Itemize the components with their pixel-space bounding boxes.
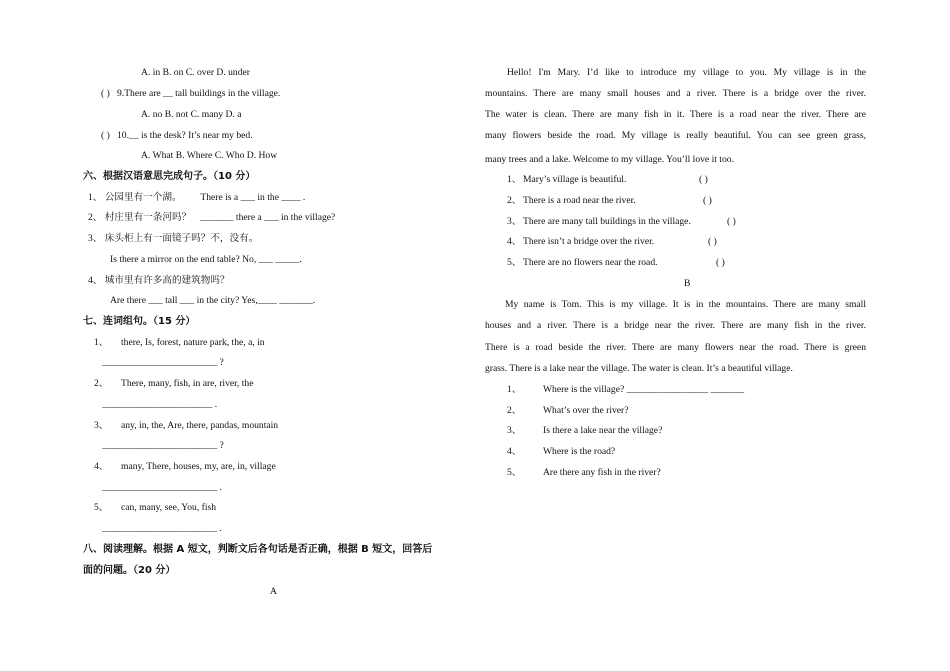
- q10-options: A. What B. Where C. Who D. How: [141, 150, 278, 161]
- question-5-text: Are there any fish in the river?: [543, 467, 661, 478]
- s6-item-cn: 城市里有许多高的建筑物吗？: [104, 275, 230, 286]
- s7-item-4-num: 4、: [94, 461, 109, 472]
- q10-paren[interactable]: ( ): [101, 130, 110, 141]
- s7-item-4-words: many, There, houses, my, are, in, village: [121, 461, 276, 472]
- q9-paren[interactable]: ( ): [101, 88, 110, 99]
- judgment-2-text: There is a road near the river.: [523, 195, 636, 206]
- s7-item-3-num: 3、: [94, 420, 109, 431]
- s7-item-2-answer[interactable]: _______________________ .: [102, 399, 218, 410]
- s6-item-num: 2、: [88, 212, 103, 223]
- section7-title: 七、连词组句。（15 分）: [83, 316, 196, 327]
- s6-item-4-en[interactable]: Are there ___ tall ___ in the city? Yes,____ _______.: [110, 295, 316, 306]
- passage-b-line: houses and a river. There is a bridge near the river. There are many fish in the river.: [485, 320, 866, 331]
- judgment-4-text: There isn’t a bridge over the river.: [523, 236, 655, 247]
- s7-item-5-words: can, many, see, You, fish: [121, 502, 217, 513]
- s7-item-5-answer[interactable]: ________________________ .: [102, 523, 222, 534]
- question-3-text: Is there a lake near the village?: [543, 425, 663, 436]
- section6-title: 六、根据汉语意思完成句子。（10 分）: [83, 171, 256, 182]
- section8-title-line1: 八、阅读理解。根据 A 短文，判断文后各句话是否正确，根据 B 短文，回答后: [83, 544, 433, 555]
- s6-item-en[interactable]: There is a ___ in the ____ .: [200, 192, 306, 203]
- passage-a-line: mountains. There are many small houses and a river. There is a bridge over the river.: [485, 88, 866, 99]
- judgment-1-num: 1、: [507, 174, 522, 185]
- judgment-2-paren[interactable]: ( ): [703, 195, 712, 206]
- s7-item-3-words: any, in, the, Are, there, pandas, mountain: [121, 420, 279, 431]
- question-1-text[interactable]: Where is the village? _________________ _______: [543, 384, 745, 395]
- s7-item-2-num: 2、: [94, 378, 109, 389]
- question-4-text: Where is the road?: [543, 446, 616, 457]
- s7-item-1-num: 1、: [94, 337, 109, 348]
- judgment-3-text: There are many tall buildings in the village.: [523, 216, 691, 227]
- s6-item-cn: 公园里有一个湖。: [104, 192, 182, 203]
- s7-item-3-answer[interactable]: ________________________ ?: [102, 440, 224, 451]
- s7-item-5-num: 5、: [94, 502, 109, 513]
- judgment-3-num: 3、: [507, 216, 522, 227]
- s6-item-2: [88, 212, 335, 224]
- passage-b-line: My name is Tom. This is my village. It is in the mountains. There are many small: [505, 299, 866, 310]
- s6-item-num: 1、: [88, 192, 103, 203]
- passage-b-line: grass. There is a lake near the village. The water is clean. It’s a beautiful village.: [485, 363, 793, 374]
- s6-item-num: 4、: [88, 275, 103, 286]
- s6-item-cn: 床头柜上有一面镜子吗？不，没有。: [104, 233, 259, 244]
- s6-item-num: 3、: [88, 233, 103, 244]
- s6-item-4: [88, 275, 230, 287]
- s7-item-1-words: there, Is, forest, nature park, the, a, in: [121, 337, 265, 348]
- passage-a-label: A: [270, 586, 277, 597]
- q10-text: 10.__ is the desk? It’s near my bed.: [117, 130, 253, 141]
- s6-item-3-en[interactable]: Is there a mirror on the end table? No, ___ _____.: [110, 254, 302, 265]
- question-2-text: What’s over the river?: [543, 405, 629, 416]
- passage-b-line: There is a road beside the river. There are many flowers near the road. There is green: [485, 342, 866, 353]
- s7-item-4-answer[interactable]: ________________________ .: [102, 482, 222, 493]
- passage-a-line: many flowers beside the road. My village is really beautiful. You can see green grass,: [485, 130, 866, 141]
- question-3-num: 3、: [507, 425, 522, 436]
- s6-item-3: [88, 233, 258, 245]
- passage-b-label: B: [684, 278, 691, 289]
- s7-item-1-answer[interactable]: ________________________ ?: [102, 357, 224, 368]
- s6-item-cn: 村庄里有一条河吗？: [104, 212, 192, 223]
- judgment-4-paren[interactable]: ( ): [708, 236, 717, 247]
- question-2-num: 2、: [507, 405, 522, 416]
- judgment-5-paren[interactable]: ( ): [716, 257, 725, 268]
- s6-item-en[interactable]: _______ there a ___ in the village?: [199, 212, 336, 223]
- question-1-num: 1、: [507, 384, 522, 395]
- question-5-num: 5、: [507, 467, 522, 478]
- judgment-1-text: Mary’s village is beautiful.: [523, 174, 627, 185]
- s7-item-2-words: There, many, fish, in are, river, the: [121, 378, 254, 389]
- q8-options: A. in B. on C. over D. under: [141, 67, 250, 78]
- q9-text: 9.There are __ tall buildings in the village.: [117, 88, 281, 99]
- judgment-2-num: 2、: [507, 195, 522, 206]
- s6-item-1: [88, 192, 305, 204]
- judgment-3-paren[interactable]: ( ): [727, 216, 736, 227]
- section8-title-line2: 面的问题。（20 分）: [83, 565, 176, 576]
- passage-a-line: Hello! I'm Mary. I’d like to introduce my village to you. My village is in the: [507, 67, 866, 78]
- judgment-4-num: 4、: [507, 236, 522, 247]
- judgment-1-paren[interactable]: ( ): [699, 174, 708, 185]
- question-4-num: 4、: [507, 446, 522, 457]
- judgment-5-text: There are no flowers near the road.: [523, 257, 658, 268]
- judgment-5-num: 5、: [507, 257, 522, 268]
- q9-options: A. no B. not C. many D. a: [141, 109, 242, 120]
- passage-a-line: many trees and a lake. Welcome to my village. You’ll love it too.: [485, 154, 734, 165]
- passage-a-line: The water is clean. There are many fish in it. There is a road near the river. There are: [485, 109, 866, 120]
